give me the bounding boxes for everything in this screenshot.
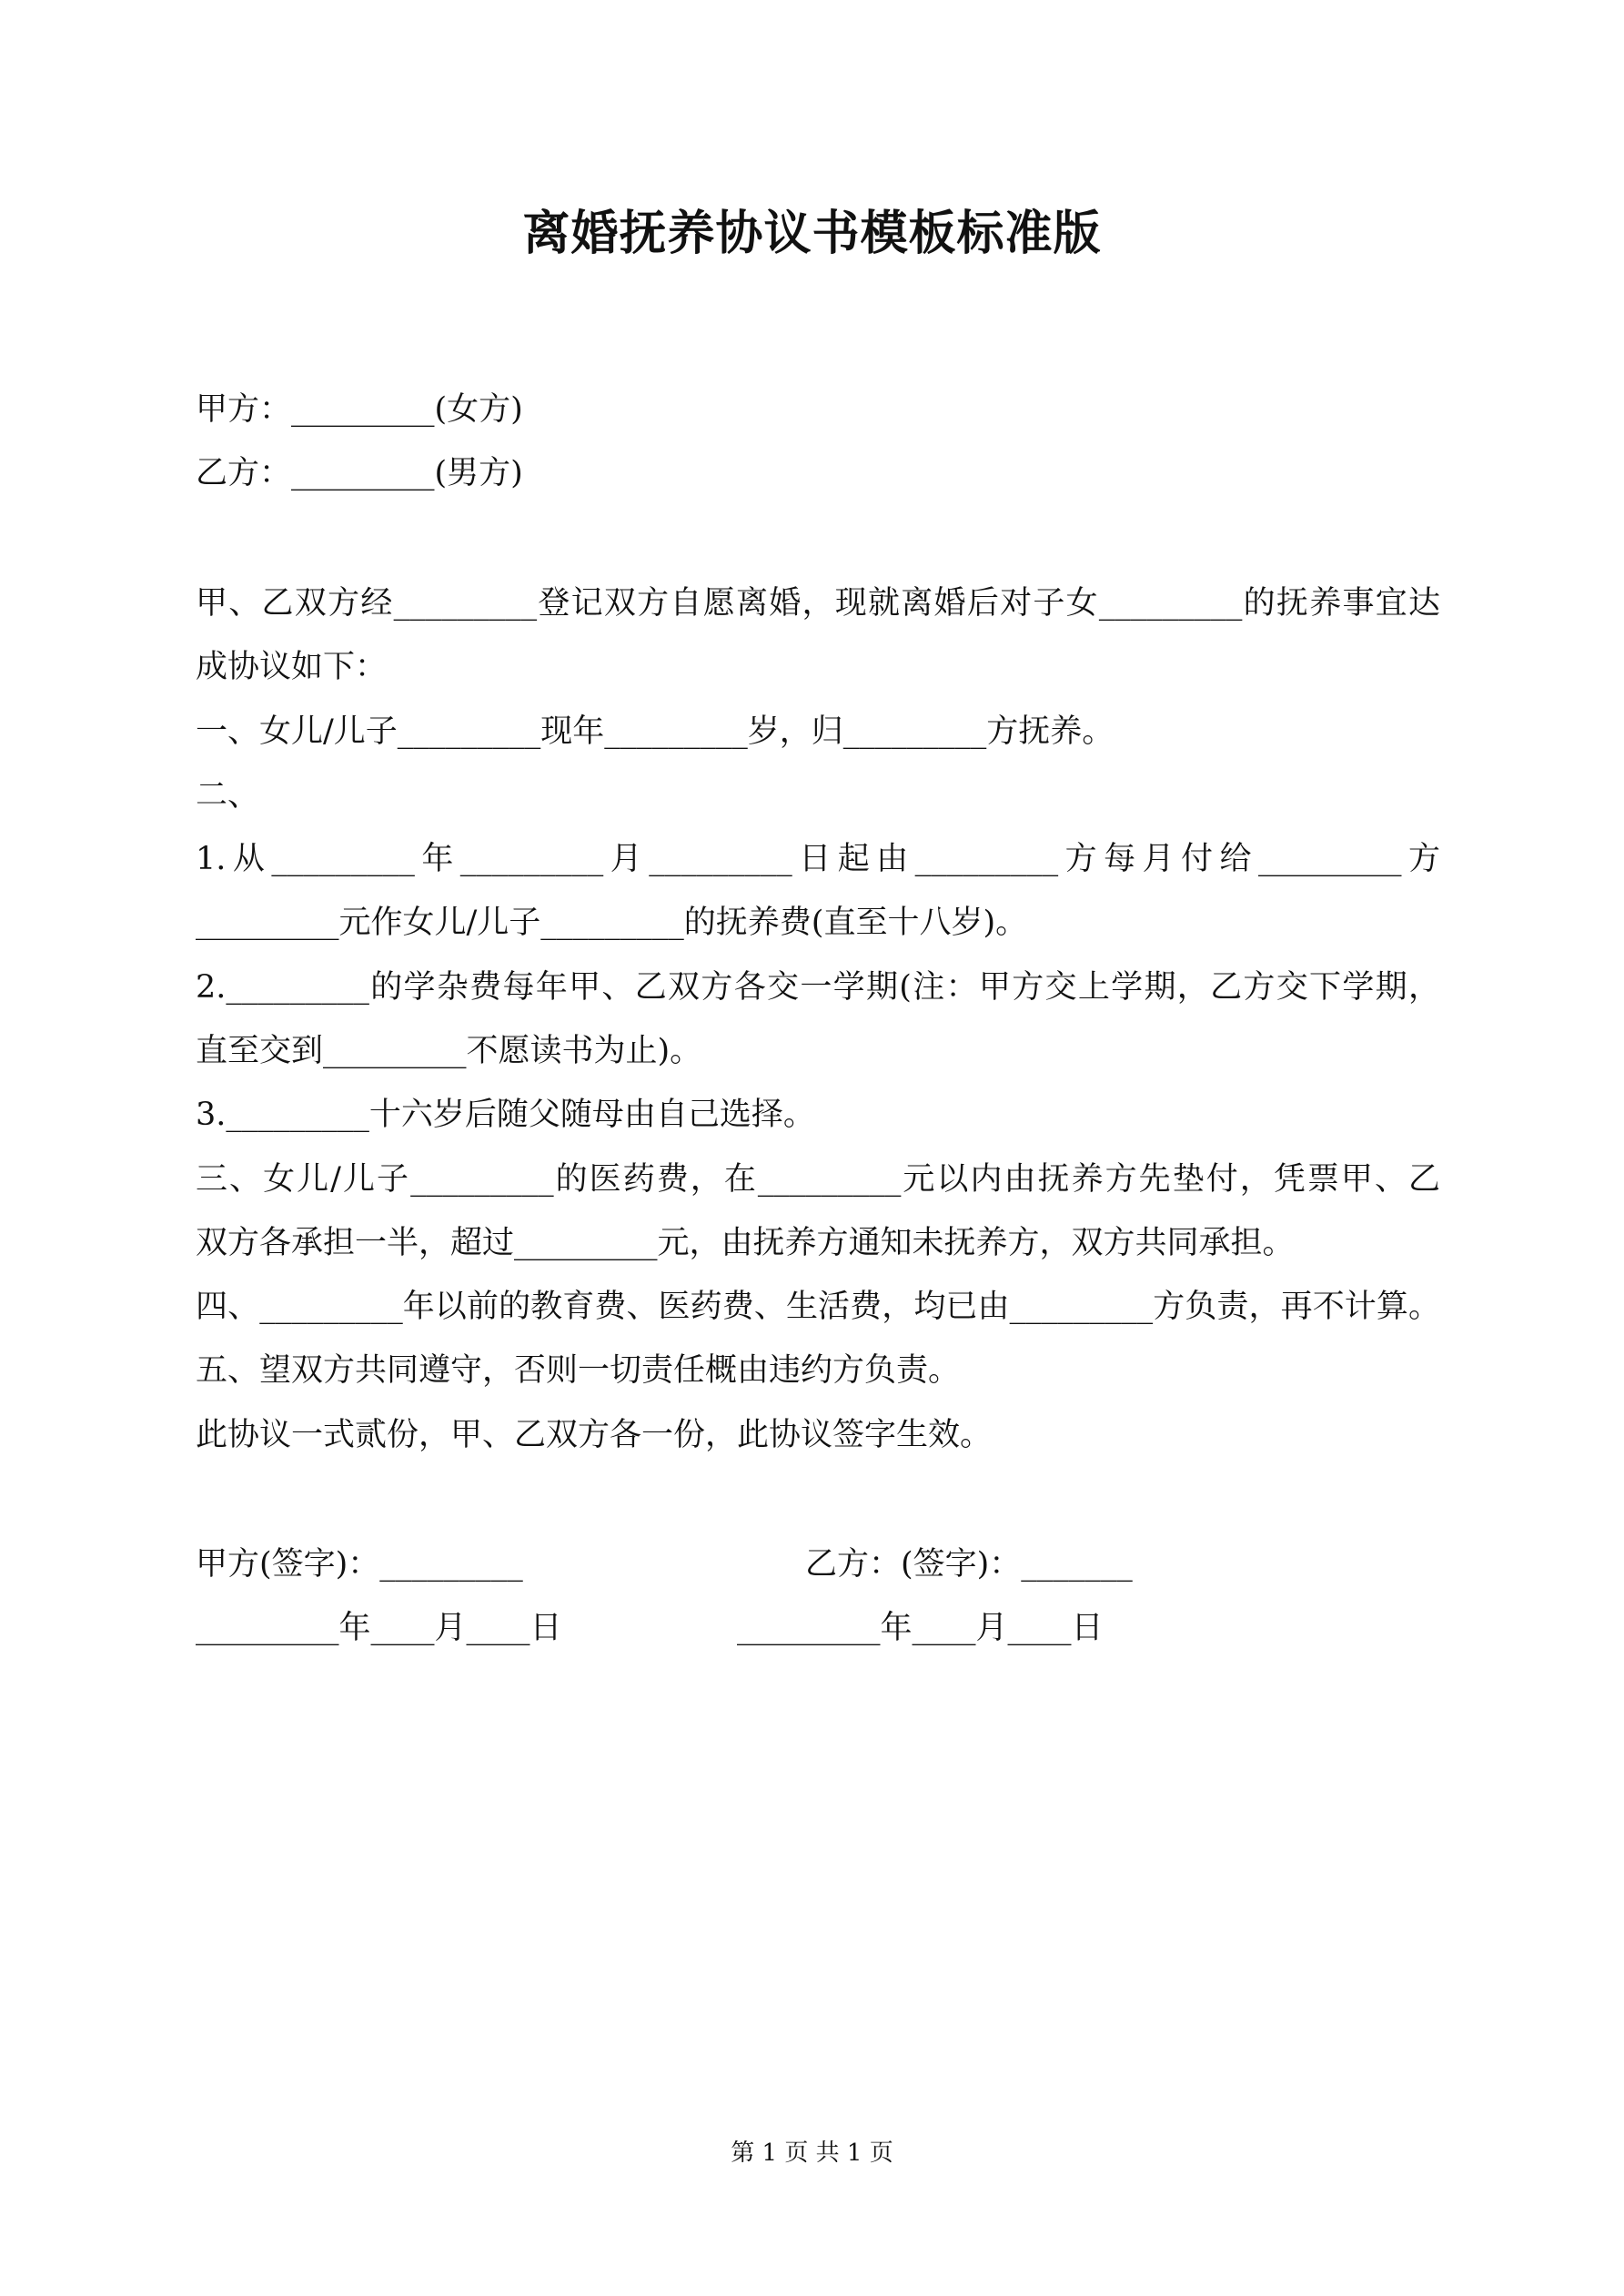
clause-2-line-1: 2._________的学杂费每年甲、乙双方各交一学期(注：甲方交上学期，乙方交下学期，: [196, 969, 1440, 1006]
clause-1-line-2: _________元作女儿/儿子_________的抚养费(直至十八岁)。: [196, 905, 1028, 941]
intro-line-2: 成协议如下：: [196, 649, 388, 685]
copies-statement: 此协议一式贰份，甲、乙双方各一份，此协议签字生效。: [196, 1417, 993, 1453]
item-3-line-2: 双方各承担一半，超过_________元，由抚养方通知未抚养方，双方共同承担。: [196, 1225, 1295, 1261]
signature-party-a: 甲方(签字)：_________: [196, 1546, 523, 1583]
clause-3: 3._________十六岁后随父随母由自己选择。: [196, 1097, 815, 1133]
document-title: 离婚抚养协议书模板标准版: [522, 206, 1102, 261]
clause-1-line-1: 1.从_________年_________月_________日起由_________方每月付给_________方: [196, 841, 1440, 877]
item-1: 一、女儿/儿子_________现年_________岁，归_________方抚养。: [196, 713, 1115, 750]
date-party-b: _________年____月____日: [737, 1610, 1104, 1646]
signature-party-b: 乙方：(签字)：_______: [805, 1546, 1133, 1583]
party-b-line: 乙方：_________(男方): [196, 455, 523, 491]
item-2: 二、: [196, 777, 260, 814]
party-a-line: 甲方：_________(女方): [196, 391, 523, 428]
item-3-line-1: 三、女儿/儿子_________的医药费，在_________元以内由抚养方先垫付，凭票甲、乙: [196, 1161, 1440, 1198]
date-party-a: _________年____月____日: [196, 1610, 562, 1646]
item-5: 五、望双方共同遵守，否则一切责任概由违约方负责。: [196, 1352, 961, 1389]
item-4: 四、_________年以前的教育费、医药费、生活费，均已由_________方负责，再不计算。: [196, 1289, 1440, 1325]
clause-2-line-2: 直至交到_________不愿读书为止)。: [196, 1033, 702, 1069]
page-number: 第 1 页 共 1 页: [731, 2139, 893, 2167]
intro-line-1: 甲、乙双方经_________登记双方自愿离婚，现就离婚后对子女_________的抚养事宜达: [196, 585, 1440, 622]
